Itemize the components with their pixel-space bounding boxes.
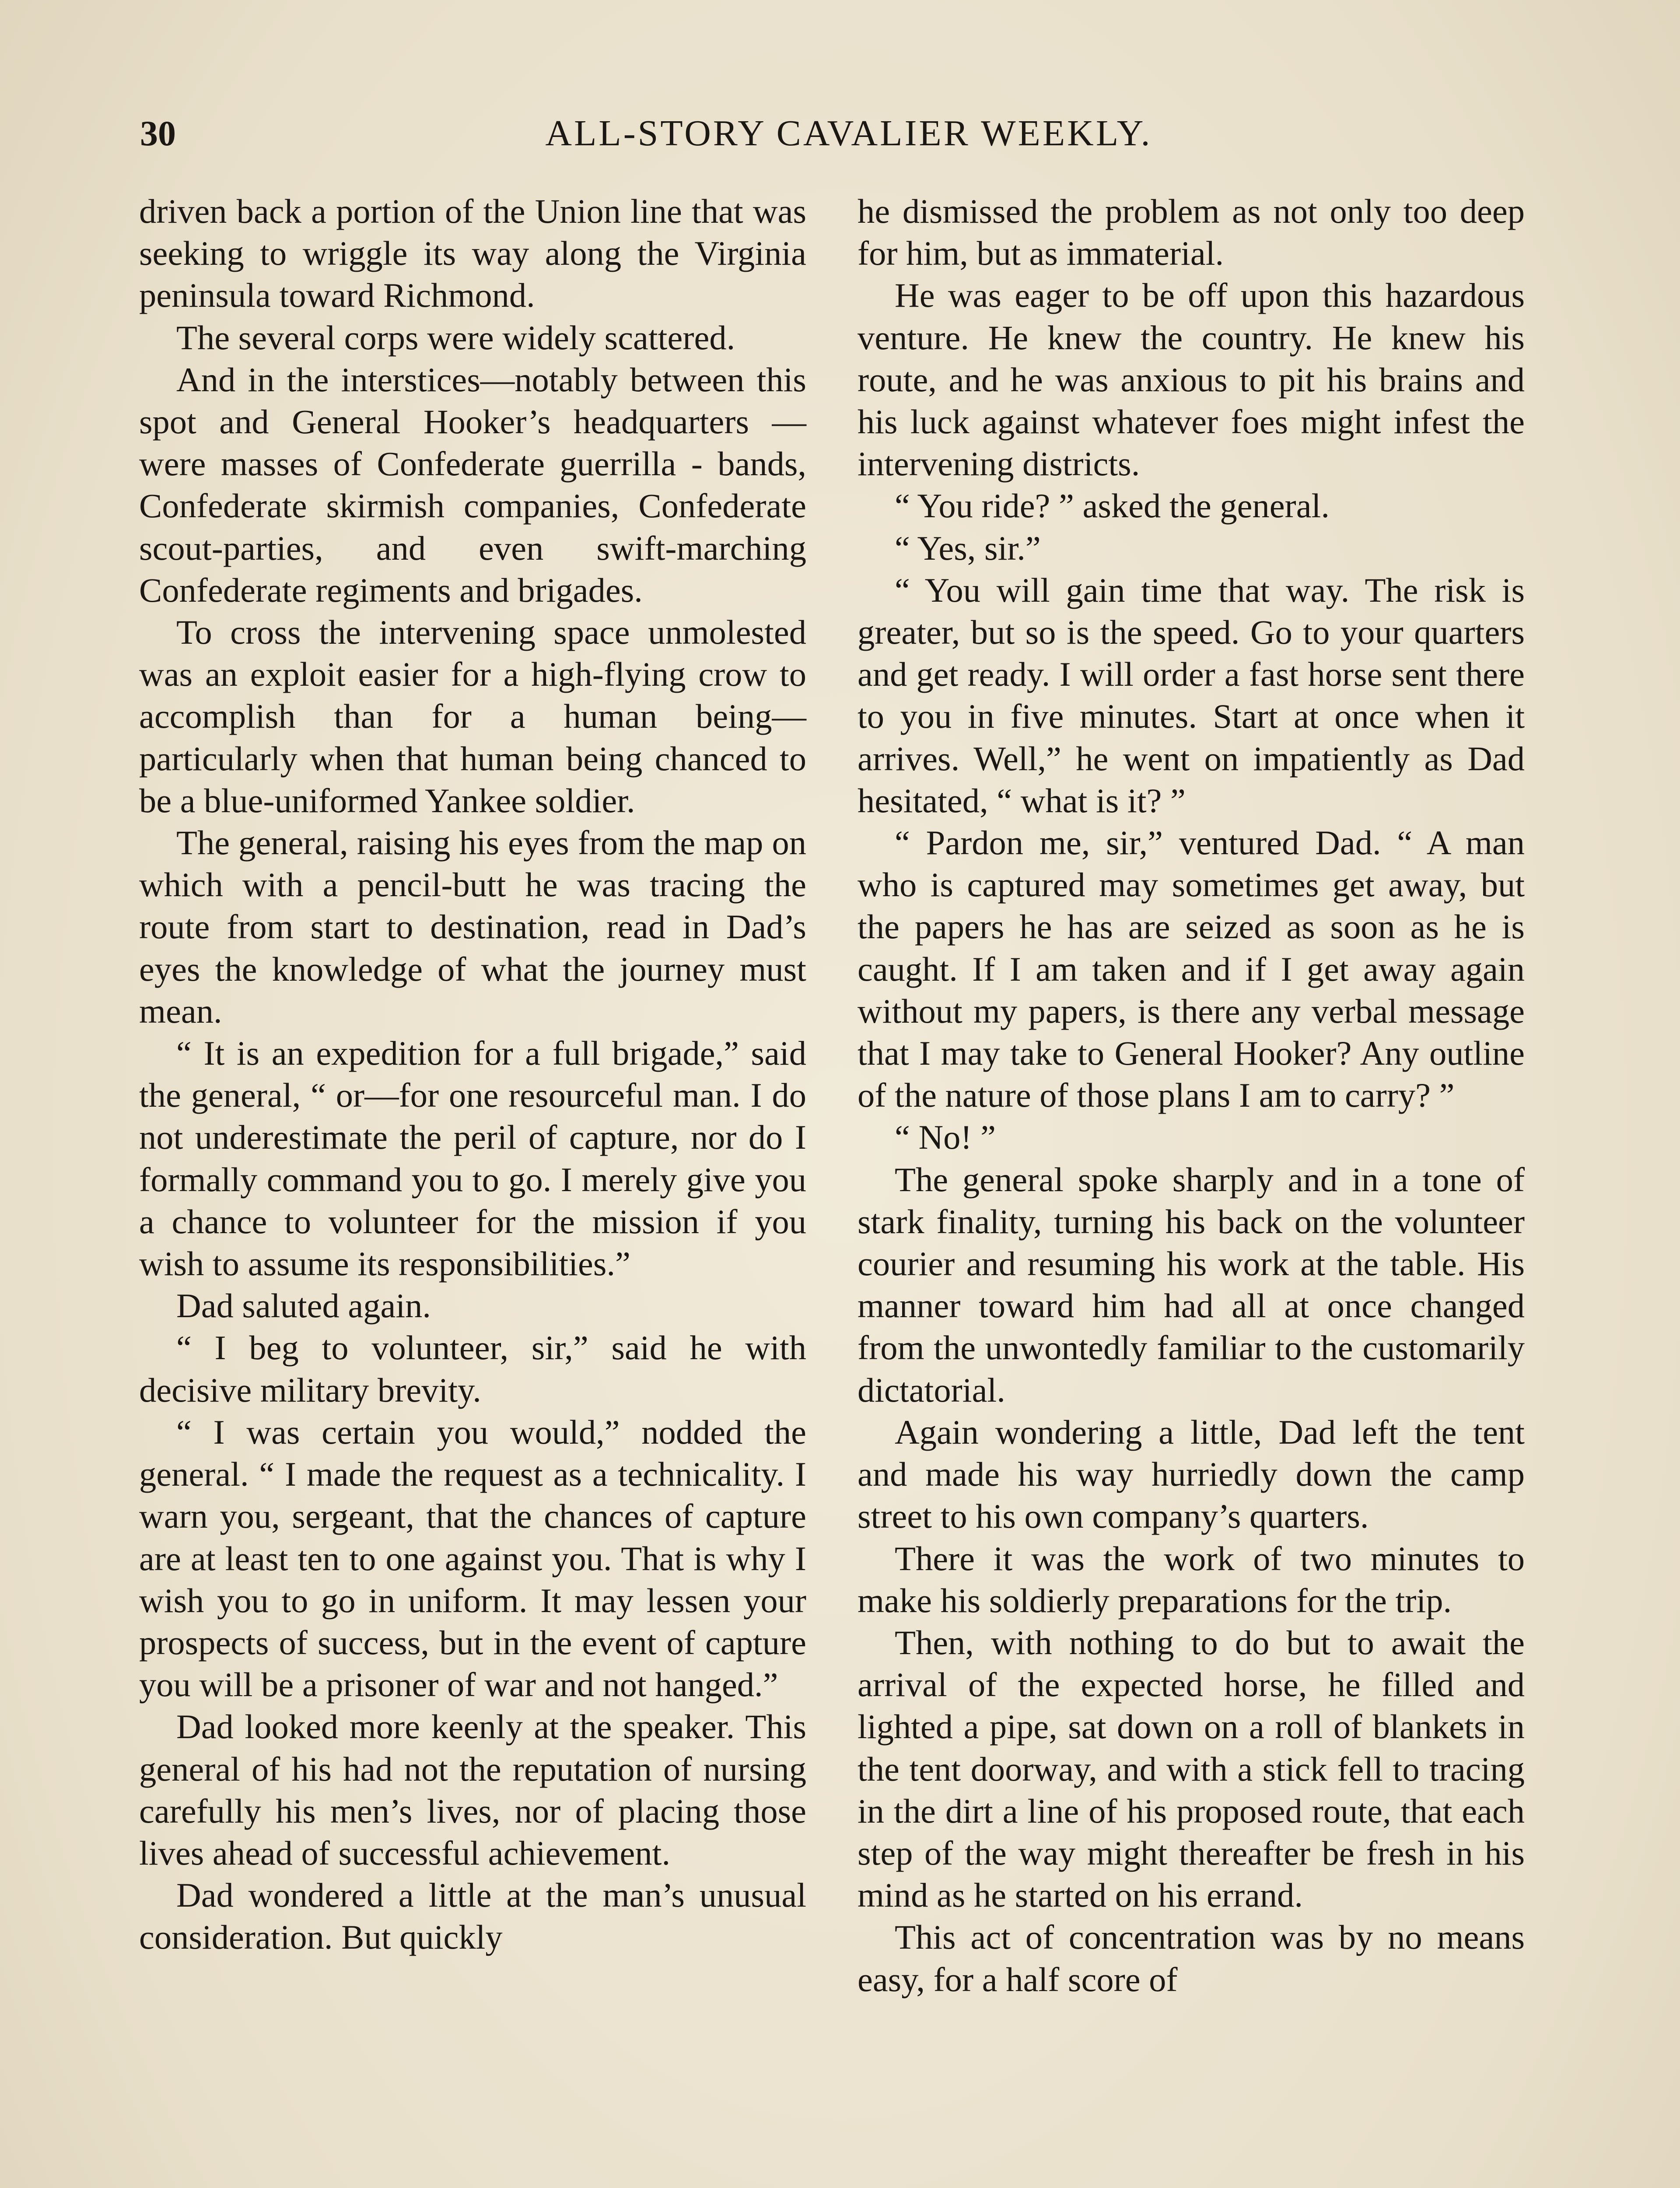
paragraph: This act of concentration was by no means easy, for a half score of — [858, 1918, 1525, 1999]
paragraph: The several corps were widely scattered. — [176, 318, 735, 357]
right-column — [858, 190, 1525, 2001]
paragraph: The general, raising his eyes from the map on which with a pencil-butt he was tracing the route from start to destination, read in Dad’s eyes the knowledge of what the journey must mean. — [139, 824, 806, 1030]
paragraph: He was eager to be off upon this hazardous venture. He knew the country. He knew his route, and he was anxious to pit his brains and his luck against whatever foes might infest the intervening districts. — [858, 276, 1525, 483]
paragraph: “ It is an expedition for a full brigade,” said the general, “ or—for one resourceful man. I do not underestimate the peril of capture, nor do I formally command you to go. I merely give you a chance to volunteer for the mission if you wish to assume its responsibilities.” — [139, 1034, 806, 1283]
paragraph: Dad wondered a little at the man’s unusual consideration. But quickly — [139, 1876, 806, 1957]
paragraph: he dismissed the problem as not only too deep for him, but as immaterial. — [858, 192, 1525, 273]
paragraph: Dad looked more keenly at the speaker. This general of his had not the reputation of nursing carefully his men’s lives, nor of placing those lives ahead of successful achievement. — [139, 1708, 806, 1872]
paragraph: The general spoke sharply and in a tone of stark finality, turning his back on the volunteer courier and resuming his work at the table. His manner toward him had all at once changed from the unwontedly familiar to the customarily dictatorial. — [858, 1160, 1525, 1409]
paragraph: “ Yes, sir.” — [895, 529, 1041, 567]
page-number: 30 — [140, 113, 176, 153]
running-head: ALL-STORY CAVALIER WEEKLY. — [545, 113, 1152, 154]
paragraph: To cross the intervening space unmolested was an exploit easier for a high-flying crow to accomplish than for a human being—particularly when that human being chanced to be a blue-uniformed Yankee soldier. — [139, 613, 806, 820]
paragraph: driven back a portion of the Union line that was seeking to wriggle its way along the Virginia peninsula toward Richmond. — [139, 192, 806, 315]
paragraph: “ No! ” — [895, 1118, 996, 1157]
paragraph: “ You will gain time that way. The risk is greater, but so is the speed. Go to your quarters and get ready. I will order a fast horse sent there to you in five minutes. Start at once when it arrives. Well,” he went on impatiently as Dad hesitated, “ what is it? ” — [858, 571, 1525, 820]
paragraph: And in the interstices—notably between this spot and General Hooker’s headquarters — were masses of Confederate guerrilla - bands, Confederate skirmish companies, Confederate scout-parties, and even swift-marching Confederate regiments and brigades. — [139, 360, 806, 609]
paragraph: “ Pardon me, sir,” ventured Dad. “ A man who is captured may sometimes get away, but the papers he has are seized as soon as he is caught. If I am taken and if I get away again without my papers, is there any verbal message that I may take to General Hooker? Any outline of the nature of those plans I am to carry? ” — [858, 824, 1525, 1115]
page-header — [140, 112, 1558, 164]
left-column — [139, 190, 806, 1959]
paragraph: Dad saluted again. — [176, 1287, 431, 1325]
paragraph: “ I was certain you would,” nodded the general. “ I made the request as a technicality. I warn you, sergeant, that the chances of capture are at least ten to one against you. That is why I wish you to go in uniform. It may lessen your prospects of success, but in the event of capture you will be a prisoner of war and not hanged.” — [139, 1413, 806, 1704]
paragraph: “ I beg to volunteer, sir,” said he with decisive military brevity. — [139, 1329, 806, 1409]
paragraph: Again wondering a little, Dad left the tent and made his way hurriedly down the camp street to his own company’s quarters. — [858, 1413, 1525, 1536]
paragraph: Then, with nothing to do but to await the arrival of the expected horse, he filled and lighted a pipe, sat down on a roll of blankets in the tent doorway, and with a stick fell to tracing in the dirt a line of his proposed route, that each step of the way might thereafter be fresh in his mind as he started on his errand. — [858, 1623, 1525, 1914]
paragraph: There it was the work of two minutes to make his soldierly preparations for the trip. — [858, 1539, 1525, 1620]
paragraph: “ You ride? ” asked the general. — [895, 487, 1330, 525]
